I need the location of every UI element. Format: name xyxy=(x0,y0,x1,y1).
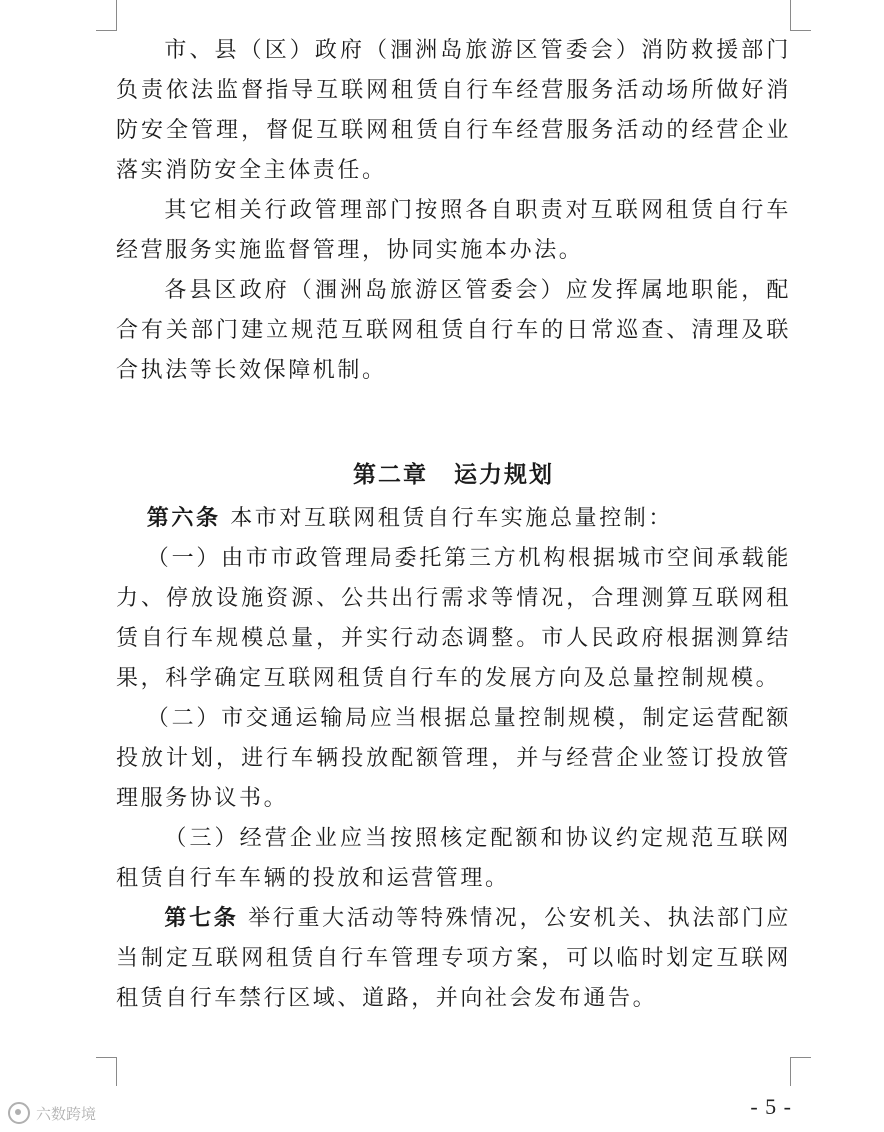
chapter-number: 第二章 xyxy=(353,462,428,488)
article-6-text: 本市对互联网租赁自行车实施总量控制： xyxy=(230,506,674,531)
crop-mark-top-right xyxy=(790,0,811,31)
upper-paragraphs xyxy=(116,31,791,391)
article-6-item-2: （二）市交通运输局应当根据总量控制规模，制定运营配额投放计划，进行车辆投放配额管理，并与经营企业签订投放管理服务协议书。 xyxy=(116,706,791,811)
paragraph-other-departments: 其它相关行政管理部门按照各自职责对互联网租赁自行车经营服务实施监督管理，协同实施本办法。 xyxy=(116,198,791,263)
crop-mark-bottom-right xyxy=(790,1057,811,1086)
crop-mark-top-left xyxy=(96,0,117,31)
paragraph-fire-rescue: 市、县（区）政府（涠洲岛旅游区管委会）消防救援部门负责依法监督指导互联网租赁自行车经营服务活动场所做好消防安全管理，督促互联网租赁自行车经营服务活动的经营企业落实消防安全主体责任。 xyxy=(116,38,791,183)
crop-mark-bottom-left xyxy=(96,1057,117,1086)
article-6-label: 第六条 xyxy=(146,506,221,531)
article-7-label: 第七条 xyxy=(164,906,239,931)
article-6-item-3: （三）经营企业应当按照核定配额和协议约定规范互联网租赁自行车车辆的投放和运营管理。 xyxy=(116,826,791,891)
page-number: - 5 - xyxy=(750,1094,792,1119)
article-7-text: 举行重大活动等特殊情况，公安机关、执法部门应当制定互联网租赁自行车管理专项方案，可以临时划定互联网租赁自行车禁行区域、道路，并向社会发布通告。 xyxy=(116,906,792,1011)
chapter-heading xyxy=(116,456,791,489)
article-6-item-1: （一）由市市政管理局委托第三方机构根据城市空间承载能力、停放设施资源、公共出行需求等情况，合理测算互联网租赁自行车规模总量，并实行动态调整。市人民政府根据测算结果，科学确定互联网租赁自行车的发展方向及总量控制规模。 xyxy=(116,546,791,691)
watermark xyxy=(8,1102,96,1124)
lower-paragraphs xyxy=(116,499,791,1019)
watermark-logo-icon xyxy=(8,1102,30,1124)
watermark-text: 六数跨境 xyxy=(36,1104,97,1123)
chapter-title: 运力规划 xyxy=(454,462,554,488)
article-7 xyxy=(116,899,791,1019)
paragraph-county-governments: 各县区政府（涠洲岛旅游区管委会）应发挥属地职能，配合有关部门建立规范互联网租赁自行车的日常巡查、清理及联合执法等长效保障机制。 xyxy=(116,278,791,383)
article-6 xyxy=(116,499,791,539)
